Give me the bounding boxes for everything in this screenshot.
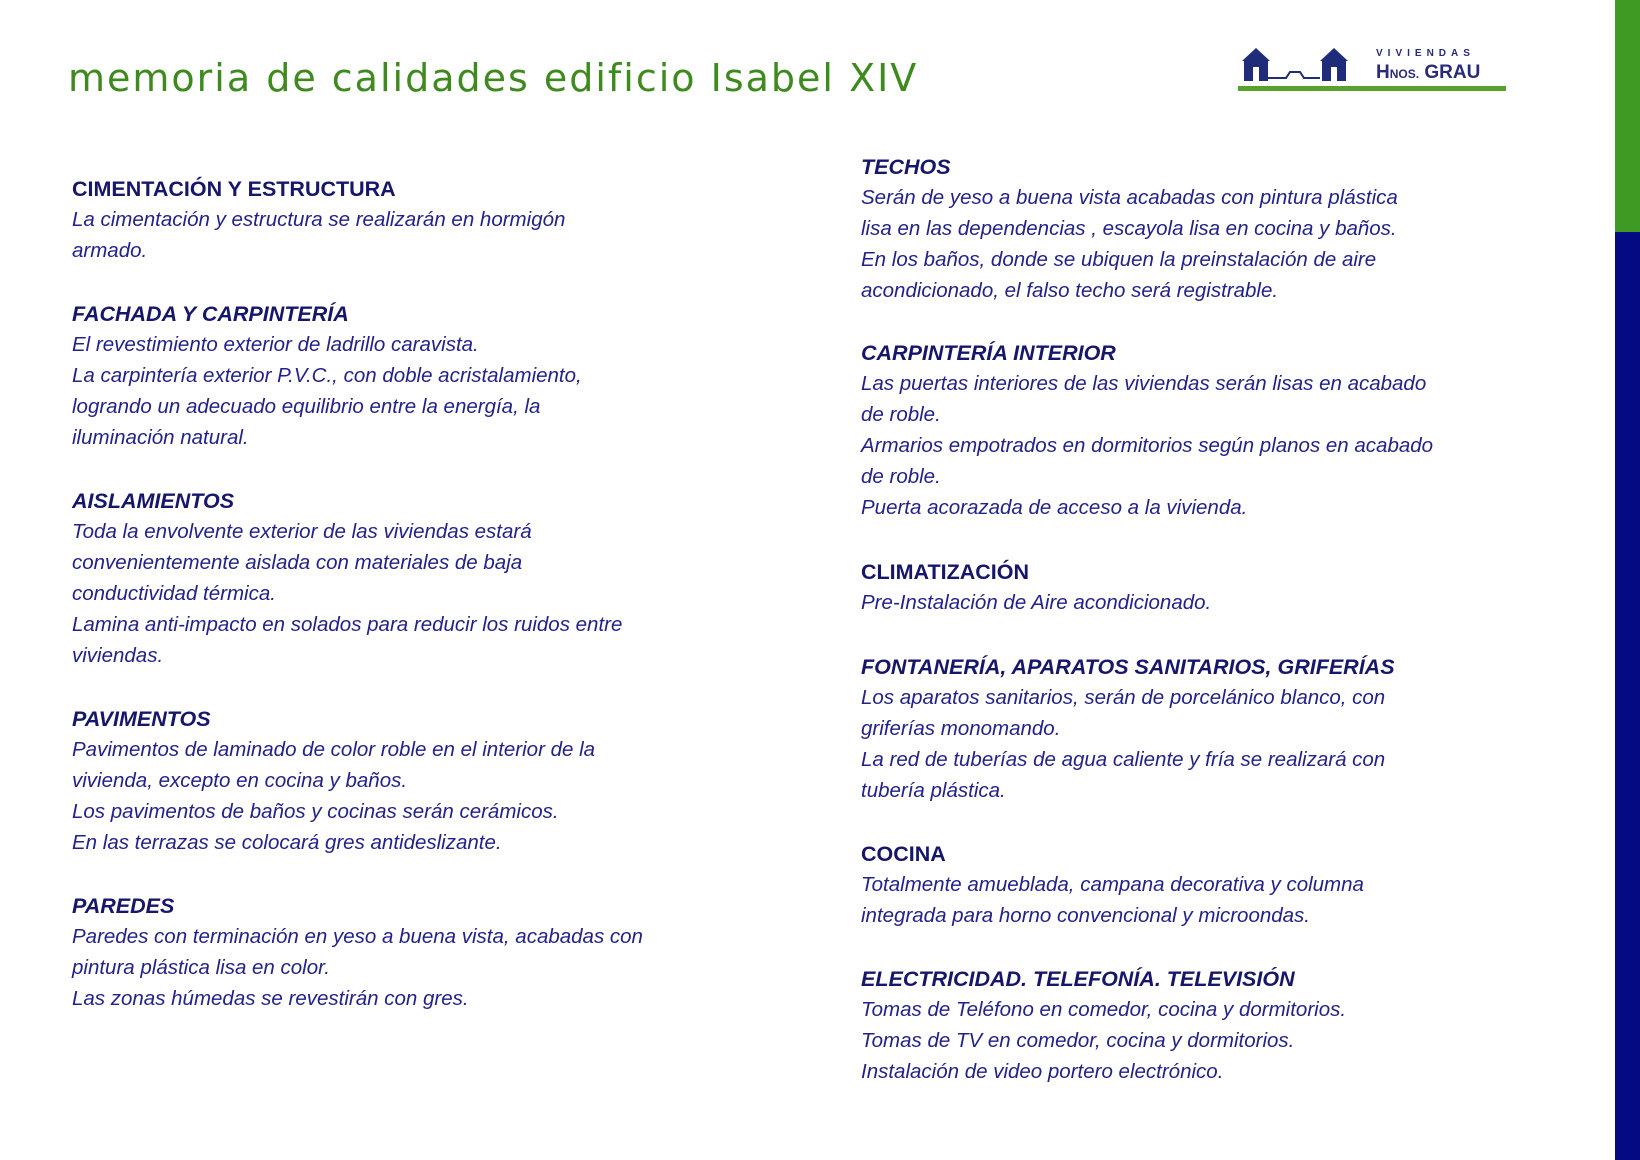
section-line: Las puertas interiores de las viviendas serán lisas en acabado — [861, 372, 1427, 395]
section-line: vivienda, excepto en cocina y baños. — [72, 769, 408, 792]
section-line: En los baños, donde se ubiquen la preinstalación de aire — [861, 248, 1377, 271]
section-cocina — [861, 839, 1521, 931]
section-line: En las terrazas se colocará gres antideslizante. — [72, 831, 502, 854]
section-line: Totalmente amueblada, campana decorativa y columna — [861, 873, 1364, 896]
section-heading: FACHADA Y CARPINTERÍA — [72, 302, 349, 326]
section-line: Las zonas húmedas se revestirán con gres. — [72, 987, 469, 1010]
section-line: Serán de yeso a buena vista acabadas con pintura plástica — [861, 186, 1398, 209]
section-line: de roble. — [861, 465, 941, 488]
section-heading: CIMENTACIÓN Y ESTRUCTURA — [72, 177, 396, 201]
section-line: Pre-Instalación de Aire acondicionado. — [861, 591, 1212, 614]
section-techos — [861, 152, 1521, 306]
section-fontaneria — [861, 652, 1521, 806]
section-paredes — [72, 891, 772, 1014]
section-line: iluminación natural. — [72, 426, 249, 449]
section-heading: CLIMATIZACIÓN — [861, 560, 1029, 584]
section-pavimentos — [72, 704, 772, 858]
section-line: Lamina anti-impacto en solados para reducir los ruidos entre — [72, 613, 623, 636]
logo-tagline: VIVIENDAS — [1376, 48, 1475, 59]
section-line: Armarios empotrados en dormitorios según planos en acabado — [861, 434, 1434, 457]
section-heading: PAVIMENTOS — [72, 707, 211, 731]
section-line: integrada para horno convencional y microondas. — [861, 904, 1310, 927]
section-line: El revestimiento exterior de ladrillo caravista. — [72, 333, 479, 356]
section-line: Los pavimentos de baños y cocinas serán cerámicos. — [72, 800, 559, 823]
section-line: conductividad térmica. — [72, 582, 276, 605]
section-line: logrando un adecuado equilibrio entre la energía, la — [72, 395, 541, 418]
section-cimentacion — [72, 174, 772, 266]
section-heading: TECHOS — [861, 155, 951, 179]
logo-prefix: H — [1376, 62, 1390, 83]
section-line: acondicionado, el falso techo será registrable. — [861, 279, 1279, 302]
section-climatizacion — [861, 557, 1521, 618]
section-heading: FONTANERÍA, APARATOS SANITARIOS, GRIFERÍAS — [861, 655, 1395, 679]
section-heading: AISLAMIENTOS — [72, 489, 235, 513]
section-aislamientos — [72, 486, 772, 671]
section-heading: COCINA — [861, 842, 946, 866]
section-line: Toda la envolvente exterior de las viviendas estará — [72, 520, 532, 543]
section-heading: PAREDES — [72, 894, 175, 918]
side-accent-bar — [1615, 0, 1640, 1160]
logo-prefix-small: NOS. — [1389, 67, 1420, 81]
section-line: convenientemente aislada con materiales de baja — [72, 551, 523, 574]
section-line: Puerta acorazada de acceso a la vivienda. — [861, 496, 1248, 519]
logo-brand: GRAU — [1424, 62, 1481, 83]
section-line: La red de tuberías de agua caliente y fría se realizará con — [861, 748, 1386, 771]
section-line: pintura plástica lisa en color. — [72, 956, 330, 979]
section-electricidad — [861, 964, 1521, 1087]
section-line: tubería plástica. — [861, 779, 1006, 802]
section-heading: CARPINTERÍA INTERIOR — [861, 341, 1116, 365]
section-line: La carpintería exterior P.V.C., con doble acristalamiento, — [72, 364, 582, 387]
section-line: Instalación de video portero electrónico. — [861, 1060, 1224, 1083]
section-line: de roble. — [861, 403, 941, 426]
section-line: Pavimentos de laminado de color roble en el interior de la — [72, 738, 596, 761]
logo-name — [1376, 62, 1480, 84]
section-line: lisa en las dependencias , escayola lisa en cocina y baños. — [861, 217, 1397, 240]
section-line: Paredes con terminación en yeso a buena vista, acabadas con — [72, 925, 643, 948]
side-accent-bar-green — [1615, 0, 1640, 232]
section-line: Los aparatos sanitarios, serán de porcelánico blanco, con — [861, 686, 1386, 709]
logo — [1238, 44, 1506, 96]
section-line: Tomas de TV en comedor, cocina y dormitorios. — [861, 1029, 1295, 1052]
section-line: La cimentación y estructura se realizarán en hormigón — [72, 208, 566, 231]
section-heading: ELECTRICIDAD. TELEFONÍA. TELEVISIÓN — [861, 967, 1295, 991]
section-carpinteria-interior — [861, 338, 1521, 523]
section-line: viviendas. — [72, 644, 164, 667]
section-line: Tomas de Teléfono en comedor, cocina y dormitorios. — [861, 998, 1347, 1021]
section-line: armado. — [72, 239, 148, 262]
section-line: griferías monomando. — [861, 717, 1061, 740]
section-fachada — [72, 299, 772, 453]
page-title: memoria de calidades edificio Isabel XIV — [68, 56, 919, 100]
